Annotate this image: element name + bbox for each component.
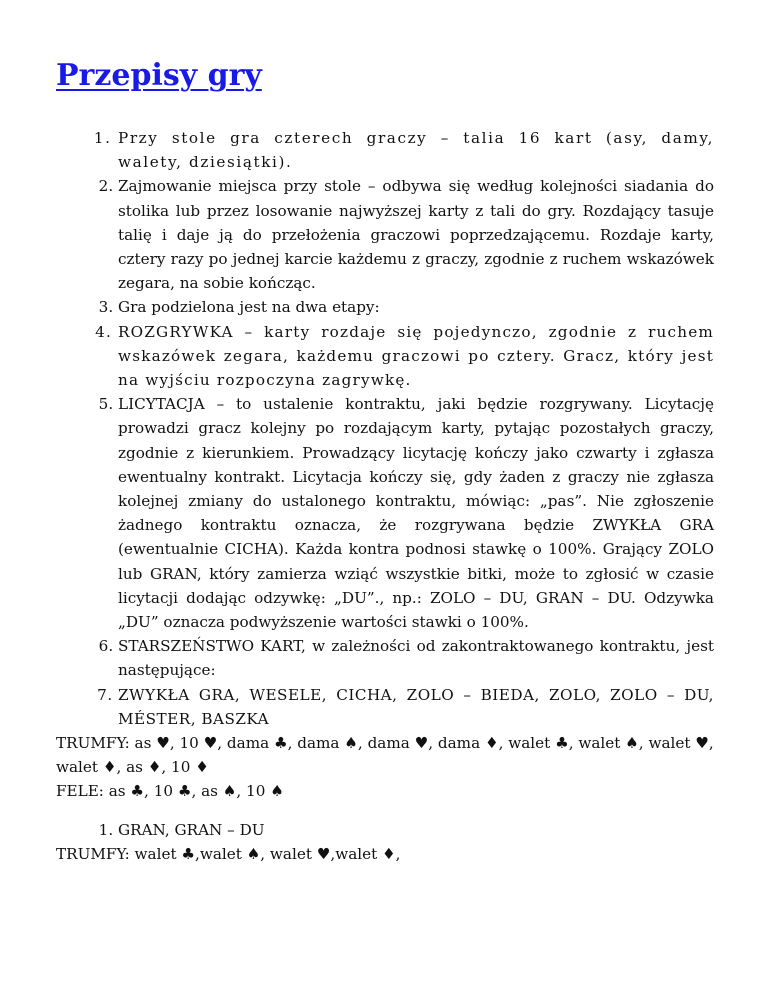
gran-list-item: 1. GRAN, GRAN – DU [118,818,714,842]
page-title [56,0,714,96]
gran-list [56,818,714,842]
rule-item: 5. LICYTACJA – to ustalenie kontraktu, jaki będzie rozgrywany. Licytację prowadzi gracz kolejny po rozdającym karty, pytając pozostałych graczy, zgodnie z kierunkiem. Prowadzący licytację kończy jako czwarty i zgłasza ewentualny kontrakt. Licytacja kończy się, gdy żaden z graczy nie zgłasza kolejnej zmiany do ustalonego kontraktu, mówiąc: „pas”. Nie zgłoszenie żadnego kontraktu oznacza, że rozgrywana będzie ZWYKŁA GRA (ewentualnie CICHA). Każda kontra podnosi stawkę o 100%. Grający ZOLO lub GRAN, który zamierza wziąć wszystkie bitki, może to zgłosić w czasie licytacji dodając odzywkę: „DU”., np.: ZOLO – DU, GRAN – DU. Odzywka „DU” oznacza podwyższenie wartości stawki o 100%. [118,392,714,634]
fele-paragraph: FELE: as ♣, 10 ♣, as ♠, 10 ♠ [56,782,284,801]
rule-item: 1. Przy stole gra czterech graczy – talia 16 kart (asy, damy, walety, dziesiątki). [118,126,714,174]
trumfy-jacks-paragraph: TRUMFY: walet ♣,walet ♠, walet ♥,walet ♦, [56,844,401,863]
rule-item: 2. Zajmowanie miejsca przy stole – odbywa się według kolejności siadania do stolika lub przez losowanie najwyższej karty z tali do gry. Rozdający tasuje talię i daje ją do przełożenia graczowi poprzedzającemu. Rozdaje karty, cztery razy po jednej karcie każdemu z graczy, zgodnie z ruchem wskazówek zegara, na sobie kończąc. [118,174,714,295]
rule-item: 6. STARSZEŃSTWO KART, w zależności od zakontraktowanego kontraktu, jest następujące: [118,634,714,682]
rule-item: 7. ZWYKŁA GRA, WESELE, CICHA, ZOLO – BIEDA, ZOLO, ZOLO – DU, MÉSTER, BASZKA [118,683,714,731]
title-link[interactable]: Przepisy gry [56,58,262,93]
rules-list [56,126,714,731]
rule-item: 4. ROZGRYWKA – karty rozdaje się pojedynczo, zgodnie z ruchem wskazówek zegara, każdemu graczowi po cztery. Gracz, który jest na wyjściu rozpoczyna zagrywkę. [118,320,714,393]
rule-item: 3. Gra podzielona jest na dwa etapy: [118,295,714,319]
document-page [56,0,714,866]
trumfy-paragraph: TRUMFY: as ♥, 10 ♥, dama ♣, dama ♠, dama ♥, dama ♦, walet ♣, walet ♠, walet ♥, walet ♦, as ♦, 10 ♦ [56,734,714,777]
